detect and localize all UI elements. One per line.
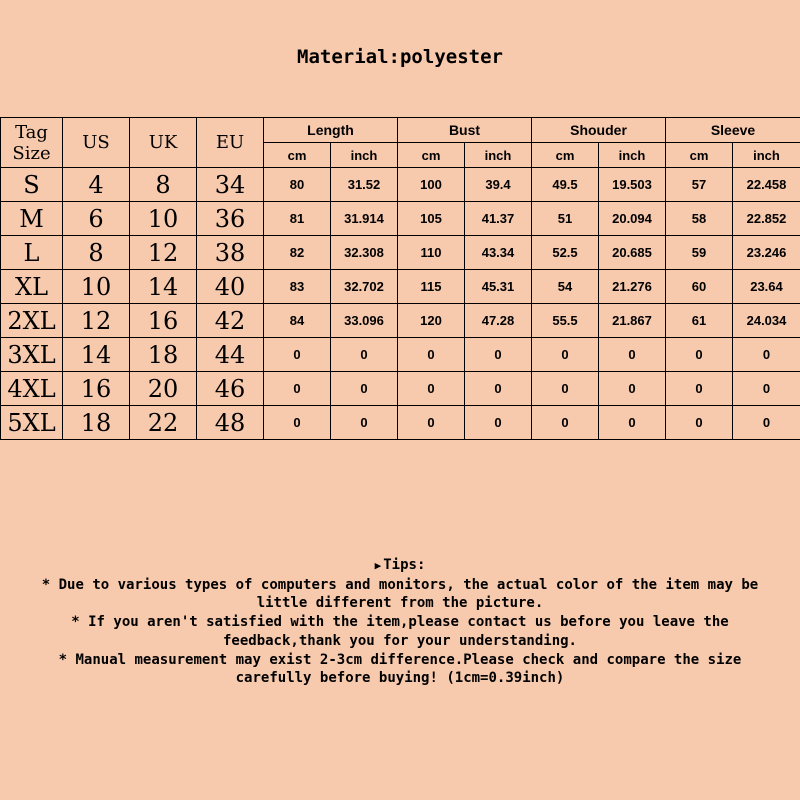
cell-sleeve-cm: 0: [666, 372, 733, 406]
header-eu: EU: [197, 118, 264, 168]
cell-length-cm: 83: [264, 270, 331, 304]
tip-line: little different from the picture.: [256, 595, 544, 612]
cell-shoulder-inch: 21.867: [599, 304, 666, 338]
cell-sleeve-inch: 24.034: [733, 304, 800, 338]
cell-us: 18: [63, 406, 130, 440]
header-unit-bust-inch: inch: [465, 143, 532, 168]
cell-eu: 44: [197, 338, 264, 372]
cell-shoulder-inch: 0: [599, 338, 666, 372]
table-row: [1, 168, 800, 202]
table-row: [1, 270, 800, 304]
cell-eu: 42: [197, 304, 264, 338]
cell-eu: 38: [197, 236, 264, 270]
cell-eu: 40: [197, 270, 264, 304]
header-bust: Bust: [398, 118, 532, 143]
size-chart-body: [1, 168, 800, 440]
cell-uk: 22: [130, 406, 197, 440]
cell-tag-size: XL: [1, 270, 63, 304]
cell-tag-size: 4XL: [1, 372, 63, 406]
cell-bust-cm: 110: [398, 236, 465, 270]
cell-shoulder-cm: 55.5: [532, 304, 599, 338]
cell-shoulder-inch: 19.503: [599, 168, 666, 202]
header-sleeve: Sleeve: [666, 118, 800, 143]
cell-sleeve-cm: 61: [666, 304, 733, 338]
cell-sleeve-cm: 60: [666, 270, 733, 304]
cell-bust-cm: 0: [398, 338, 465, 372]
cell-bust-inch: 0: [465, 338, 532, 372]
cell-sleeve-inch: 0: [733, 372, 800, 406]
header-unit-shoulder-inch: inch: [599, 143, 666, 168]
header-unit-sleeve-cm: cm: [666, 143, 733, 168]
cell-length-inch: 32.308: [331, 236, 398, 270]
header-size-label: Size: [12, 142, 51, 164]
cell-sleeve-cm: 59: [666, 236, 733, 270]
header-shoulder: Shouder: [532, 118, 666, 143]
cell-length-cm: 0: [264, 372, 331, 406]
cell-eu: 48: [197, 406, 264, 440]
cell-length-inch: 0: [331, 338, 398, 372]
header-unit-bust-cm: cm: [398, 143, 465, 168]
cell-length-cm: 0: [264, 338, 331, 372]
cell-shoulder-cm: 0: [532, 372, 599, 406]
table-row: [1, 338, 800, 372]
cell-uk: 16: [130, 304, 197, 338]
header-unit-sleeve-inch: inch: [733, 143, 800, 168]
cell-eu: 34: [197, 168, 264, 202]
cell-bust-cm: 0: [398, 372, 465, 406]
cell-length-inch: 31.914: [331, 202, 398, 236]
cell-bust-inch: 39.4: [465, 168, 532, 202]
cell-bust-cm: 120: [398, 304, 465, 338]
cell-uk: 14: [130, 270, 197, 304]
tips-title: [0, 556, 800, 576]
cell-bust-cm: 0: [398, 406, 465, 440]
cell-length-inch: 33.096: [331, 304, 398, 338]
cell-eu: 36: [197, 202, 264, 236]
cell-shoulder-inch: 20.685: [599, 236, 666, 270]
cell-uk: 10: [130, 202, 197, 236]
cell-sleeve-inch: 0: [733, 338, 800, 372]
header-unit-length-cm: cm: [264, 143, 331, 168]
cell-sleeve-inch: 23.64: [733, 270, 800, 304]
cell-sleeve-cm: 0: [666, 338, 733, 372]
tips-section: [0, 556, 800, 688]
tip-line: * If you aren't satisfied with the item,please contact us before you leave the: [71, 614, 729, 631]
cell-tag-size: L: [1, 236, 63, 270]
header-uk: UK: [130, 118, 197, 168]
table-row: [1, 202, 800, 236]
cell-bust-inch: 0: [465, 406, 532, 440]
header-us: US: [63, 118, 130, 168]
cell-uk: 20: [130, 372, 197, 406]
table-row: [1, 406, 800, 440]
header-unit-length-inch: inch: [331, 143, 398, 168]
cell-length-inch: 0: [331, 406, 398, 440]
cell-bust-inch: 45.31: [465, 270, 532, 304]
cell-shoulder-cm: 51: [532, 202, 599, 236]
cell-shoulder-inch: 20.094: [599, 202, 666, 236]
cell-us: 14: [63, 338, 130, 372]
cell-bust-inch: 0: [465, 372, 532, 406]
cell-eu: 46: [197, 372, 264, 406]
cell-shoulder-inch: 21.276: [599, 270, 666, 304]
header-tag-label: Tag: [15, 121, 48, 143]
cell-length-inch: 32.702: [331, 270, 398, 304]
table-row: [1, 236, 800, 270]
tip-line: feedback,thank you for your understanding.: [222, 632, 577, 649]
cell-us: 12: [63, 304, 130, 338]
cell-us: 6: [63, 202, 130, 236]
cell-shoulder-cm: 49.5: [532, 168, 599, 202]
cell-shoulder-cm: 0: [532, 406, 599, 440]
cell-length-cm: 81: [264, 202, 331, 236]
cell-tag-size: M: [1, 202, 63, 236]
cell-bust-cm: 100: [398, 168, 465, 202]
cell-length-cm: 0: [264, 406, 331, 440]
cell-bust-inch: 41.37: [465, 202, 532, 236]
cell-shoulder-cm: 54: [532, 270, 599, 304]
cell-tag-size: 2XL: [1, 304, 63, 338]
cell-sleeve-inch: 22.458: [733, 168, 800, 202]
header-unit-shoulder-cm: cm: [532, 143, 599, 168]
cell-sleeve-inch: 22.852: [733, 202, 800, 236]
cell-sleeve-cm: 58: [666, 202, 733, 236]
cell-length-cm: 80: [264, 168, 331, 202]
cell-bust-inch: 47.28: [465, 304, 532, 338]
tip-line: * Manual measurement may exist 2-3cm difference.Please check and compare the size: [58, 651, 742, 668]
cell-us: 4: [63, 168, 130, 202]
cell-bust-cm: 105: [398, 202, 465, 236]
cell-length-cm: 82: [264, 236, 331, 270]
cell-bust-cm: 115: [398, 270, 465, 304]
cell-sleeve-cm: 0: [666, 406, 733, 440]
cell-length-cm: 84: [264, 304, 331, 338]
cell-sleeve-inch: 0: [733, 406, 800, 440]
cell-sleeve-inch: 23.246: [733, 236, 800, 270]
cell-uk: 18: [130, 338, 197, 372]
cell-shoulder-inch: 0: [599, 406, 666, 440]
cell-us: 16: [63, 372, 130, 406]
cell-us: 8: [63, 236, 130, 270]
tips-title-text: Tips:: [383, 557, 426, 573]
cell-tag-size: S: [1, 168, 63, 202]
cell-shoulder-cm: 52.5: [532, 236, 599, 270]
cell-shoulder-inch: 0: [599, 372, 666, 406]
cell-sleeve-cm: 57: [666, 168, 733, 202]
tip-line: carefully before buying! (1cm=0.39inch): [235, 670, 565, 687]
header-tag-size: [1, 118, 63, 168]
cell-length-inch: 0: [331, 372, 398, 406]
cell-uk: 8: [130, 168, 197, 202]
cell-shoulder-cm: 0: [532, 338, 599, 372]
size-chart-table: [0, 117, 800, 440]
cell-length-inch: 31.52: [331, 168, 398, 202]
table-row: [1, 304, 800, 338]
tip-line: * Due to various types of computers and monitors, the actual color of the item may be: [41, 576, 759, 593]
cell-uk: 12: [130, 236, 197, 270]
material-label: Material:polyester: [297, 46, 503, 68]
header-length: Length: [264, 118, 398, 143]
table-row: [1, 372, 800, 406]
cell-us: 10: [63, 270, 130, 304]
cell-bust-inch: 43.34: [465, 236, 532, 270]
triangle-arrow-icon: ▶: [374, 559, 382, 572]
cell-tag-size: 5XL: [1, 406, 63, 440]
cell-tag-size: 3XL: [1, 338, 63, 372]
